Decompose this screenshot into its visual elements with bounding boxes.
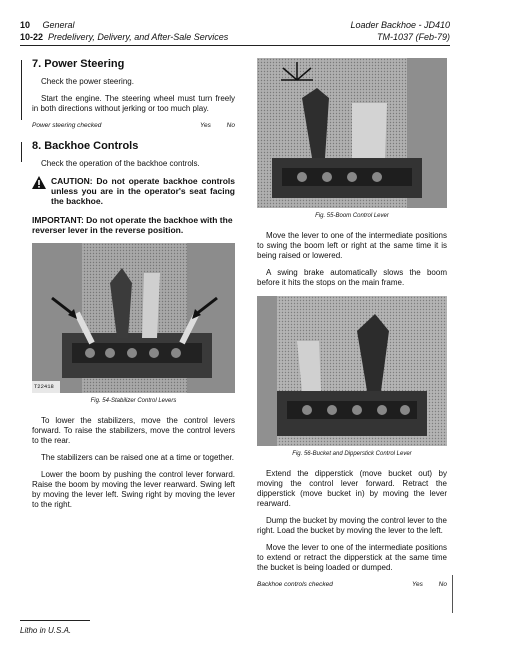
left-column: [32, 58, 235, 517]
page-number: 10: [20, 20, 31, 30]
dipperstick-p: Extend the dipperstick (move bucket out) by moving the control lever forward. Retract the dipperstick (move bucket in) by moving the lever rearward.: [257, 469, 447, 508]
fig55-caption: Fig. 55-Boom Control Lever: [315, 213, 389, 219]
bucket-dump-p: Dump the bucket by moving the control lever to the right. Load the bucket by moving the lever to the left.: [257, 516, 447, 535]
change-bar-3: [452, 575, 453, 613]
warning-triangle-icon: [32, 176, 46, 206]
caution-text: CAUTION: Do not operate backhoe controls unless you are in the operator's seat facing the backhoe.: [51, 176, 235, 206]
boom-p1: Lower the boom by pushing the control lever forward. Raise the boom by moving the lever rearward. Swing left by moving the lever left. Swing right by moving the lever to the right.: [32, 470, 235, 509]
section7-p1: Check the power steering.: [41, 77, 134, 86]
fig56-caption: Fig. 56-Bucket and Dipperstick Control Lever: [292, 451, 412, 457]
stabilizer-levers-photo: [32, 243, 235, 393]
header-left-line1: [20, 20, 75, 31]
change-bar-1: [21, 60, 22, 120]
section-number: 10-22: [20, 32, 44, 42]
check-options: Yes No: [412, 581, 447, 588]
check-label: Power steering checked: [32, 122, 102, 129]
boom-swing-p: Move the lever to one of the intermediate positions to swing the boom left or right at the same time it is being raised or lowered.: [257, 231, 447, 260]
section-title: Predelivery, Delivery, and After-Sale Services: [48, 32, 229, 42]
header-left-line2: [20, 32, 228, 43]
section8-heading: 8. Backhoe Controls: [32, 140, 139, 152]
chapter-name: General: [42, 20, 75, 30]
section7-p2: Start the engine. The steering wheel must turn freely in both directions without jerking or too much play.: [32, 94, 235, 113]
change-bar-2: [21, 142, 22, 162]
power-steering-check: [32, 121, 235, 131]
check-options: Yes No: [200, 122, 235, 129]
backhoe-controls-check: [257, 580, 447, 590]
stabilizer-p2: The stabilizers can be raised one at a time or together.: [41, 453, 234, 462]
boom-lever-photo: [257, 58, 447, 208]
swing-brake-p: A swing brake automatically slows the boom before it hits the stops on the main frame.: [257, 268, 447, 287]
bucket-dipperstick-lever-photo: [257, 296, 447, 446]
right-column: [257, 58, 447, 599]
section7-heading: 7. Power Steering: [32, 58, 125, 70]
section8-p1: Check the operation of the backhoe controls.: [41, 159, 200, 168]
caution-block: [32, 176, 235, 206]
header-rule: [20, 45, 450, 46]
stabilizer-p1: To lower the stabilizers, move the control levers forward. To raise the stabilizers, move the control levers to the rear.: [32, 416, 235, 445]
check-label: Backhoe controls checked: [257, 581, 333, 588]
intermediate-p: Move the lever to one of the intermediate positions to extend or retract the dipperstick at the same time the bucket is being loaded or dumped.: [257, 543, 447, 572]
footer-rule: [20, 620, 90, 621]
important-text: IMPORTANT: Do not operate the backhoe with the reverser lever in the reverse position.: [32, 215, 233, 235]
manual-code: TM-1037 (Feb-79): [376, 32, 450, 42]
footer-text: Litho in U.S.A.: [20, 626, 72, 635]
figure-code: T22418: [34, 383, 54, 390]
manual-title: Loader Backhoe - JD410: [350, 20, 450, 30]
fig54-caption: Fig. 54-Stabilizer Control Levers: [90, 398, 177, 404]
